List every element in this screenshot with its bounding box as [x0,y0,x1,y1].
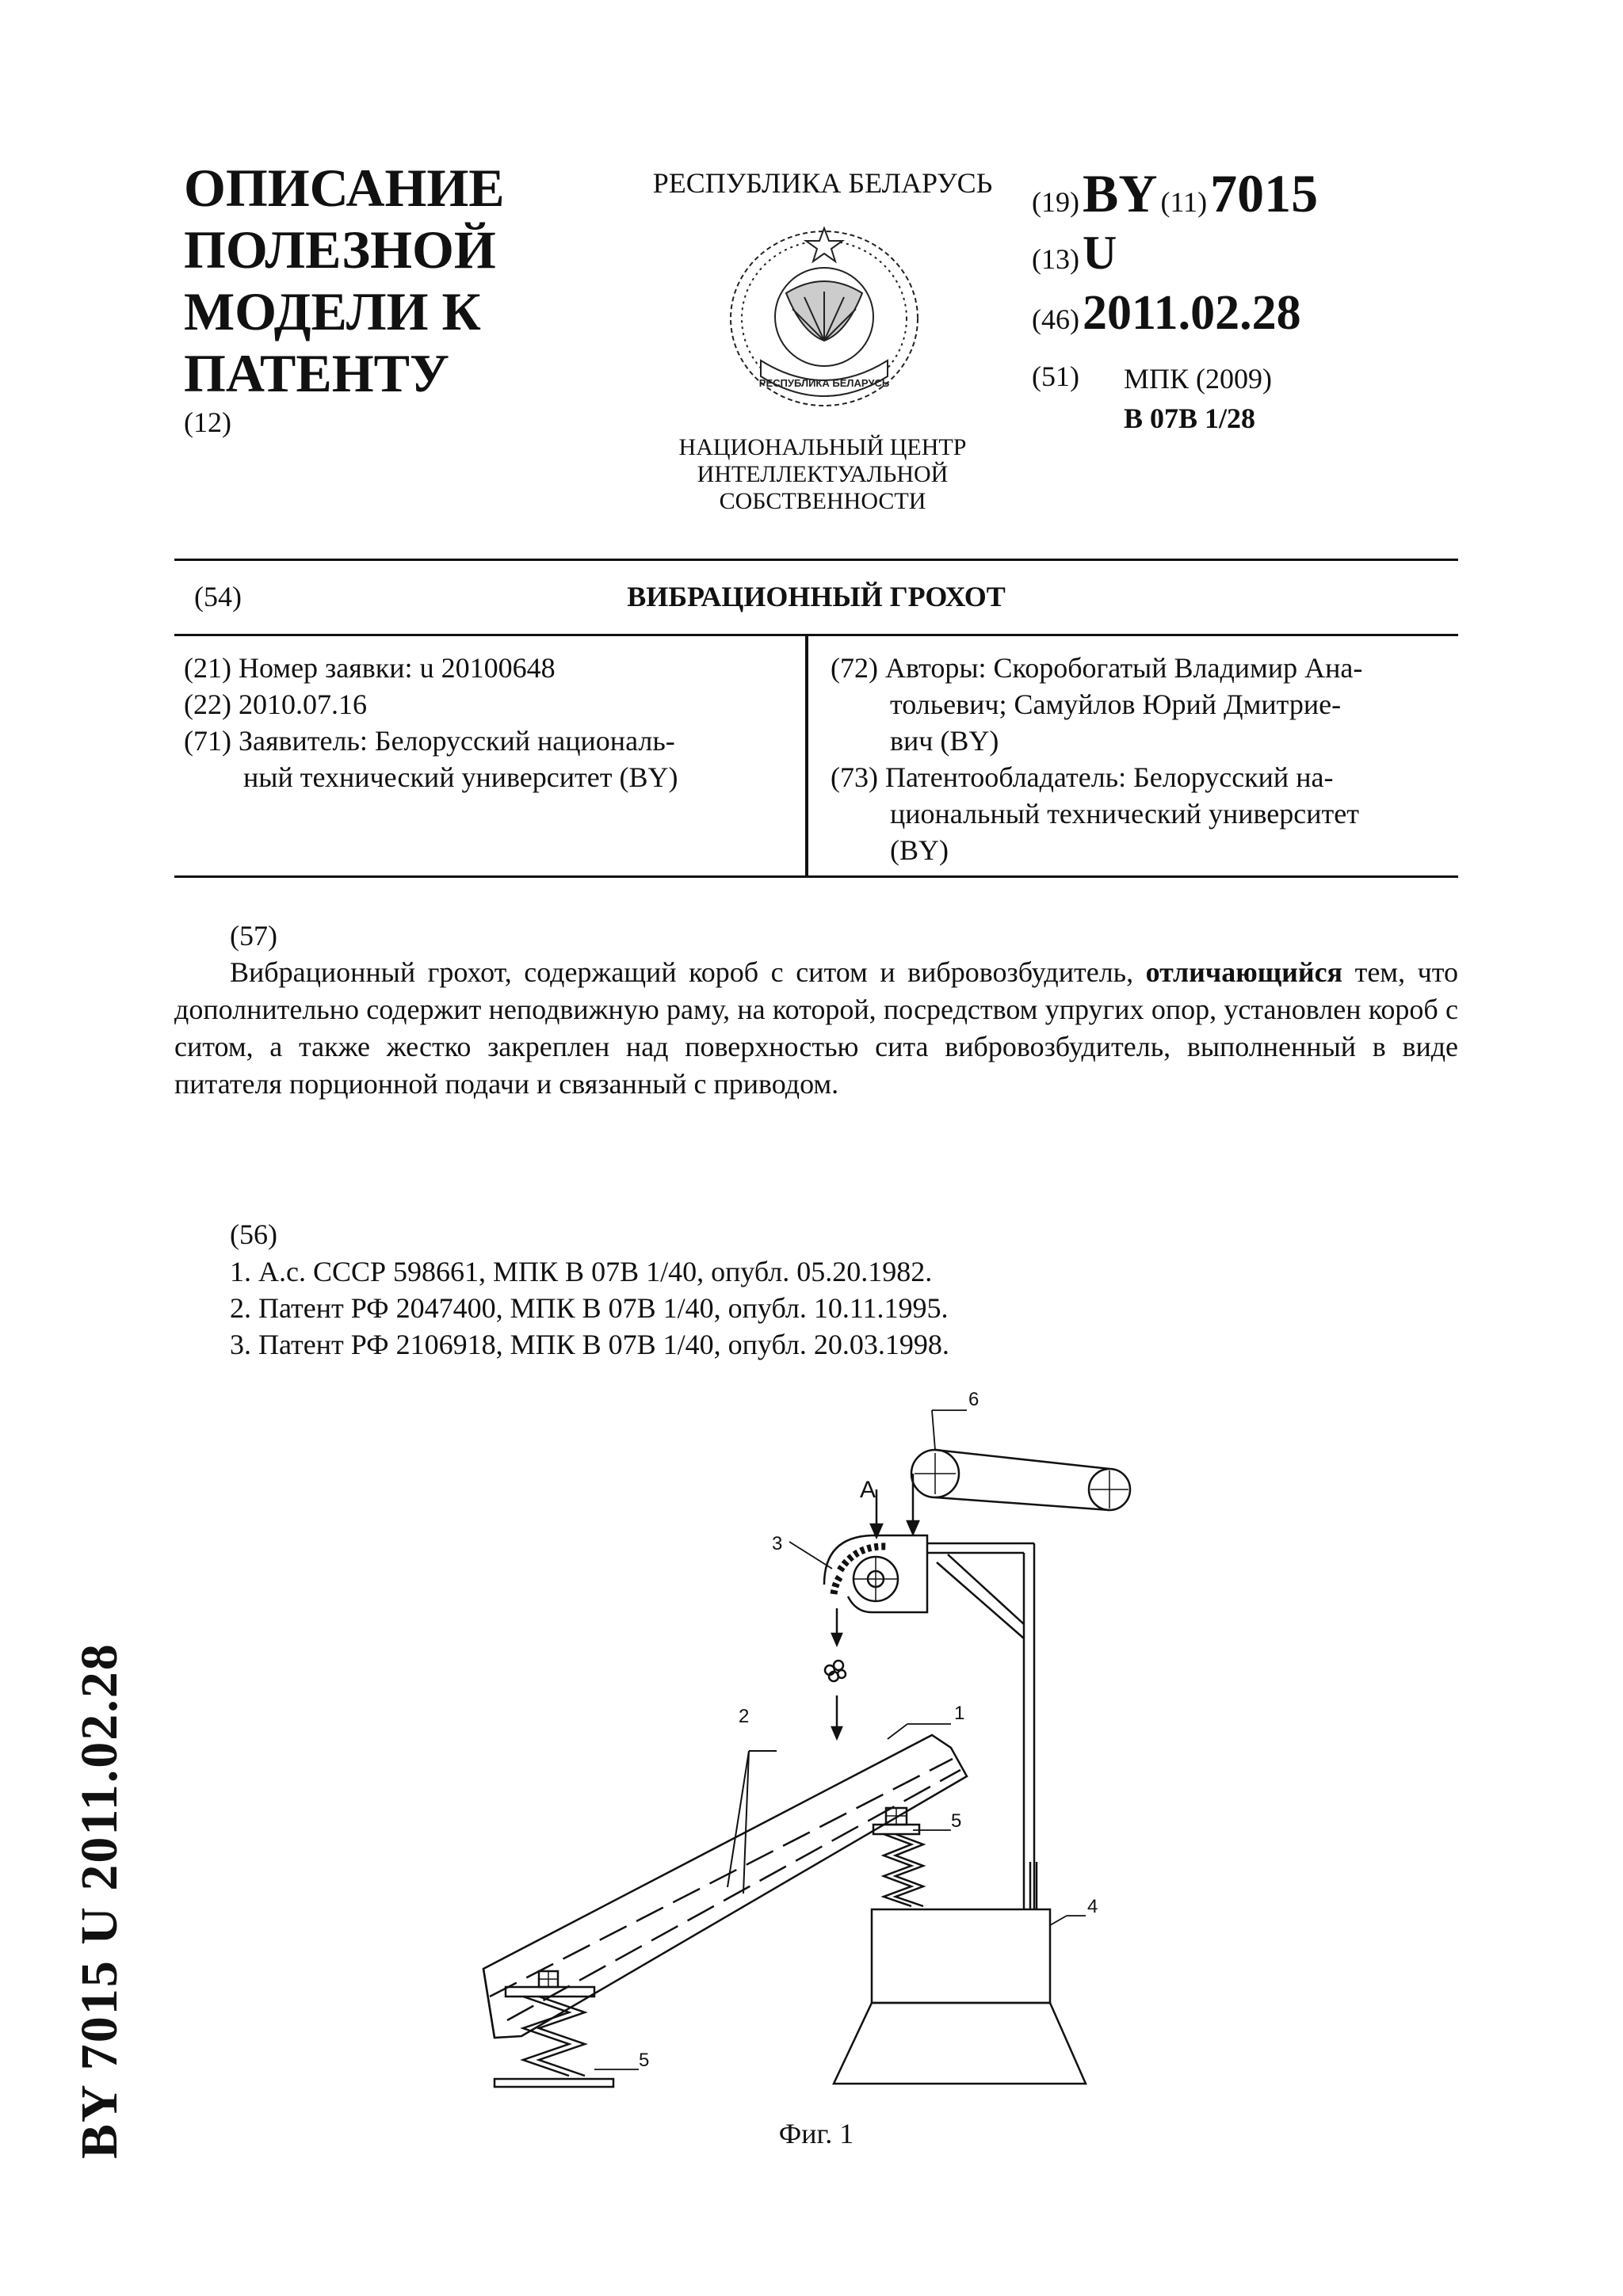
code-51: (51) [1032,360,1079,392]
biblio-line: (22) 2010.07.16 [184,688,367,720]
biblio-line: (BY) [890,834,949,866]
side-stamp-text: BY 7015 U 2011.02.28 [71,1642,128,2159]
field-46 [1032,285,1301,341]
biblio-line: (73) Патентообладатель: Белорусский на- [831,761,1334,793]
abstract-key-term: отличающийся [1145,956,1343,988]
title-line: ПОЛЕЗНОЙ [184,219,496,280]
emblem-icon [713,222,935,416]
patent-number: 7015 [1210,163,1319,223]
belt-conveyor [911,1450,1130,1510]
portion-feeder [824,1535,927,1612]
divider [174,559,1458,561]
code-54: (54) [194,581,242,612]
column-divider [805,634,808,875]
label-1: 1 [954,1703,965,1724]
biblio-right [831,650,1457,868]
abstract [174,954,1458,1103]
country-code: BY [1082,163,1158,223]
code-56: (56) [230,1219,277,1250]
title-line: МОДЕЛИ К [184,281,481,341]
label-5: 5 [639,2050,650,2071]
reference-item: 2. Патент РФ 2047400, МПК B 07B 1/40, опубл. 10.11.1995. [230,1292,949,1324]
biblio-left [184,650,802,795]
biblio-line: тольевич; Самуйлов Юрий Дмитрие- [890,688,1342,720]
label-a: A [860,1477,876,1503]
field-19-11 [1032,162,1318,225]
references [230,1253,1419,1363]
code-11: (11) [1160,186,1208,218]
reference-item: 1. А.с. СССР 598661, МПК B 07B 1/40, опубл. 05.20.1982. [230,1256,933,1287]
support-frame [927,1543,1034,1909]
divider [174,634,1458,636]
ipc-version: МПК (2009) [1124,363,1272,395]
title-line: ПАТЕНТУ [184,343,449,403]
label-4: 4 [1087,1896,1098,1917]
biblio-line: вич (BY) [890,725,999,757]
label-2: 2 [739,1706,750,1727]
base-frame [834,1862,1086,2084]
biblio-line: циональный технический университет [890,798,1359,830]
emblem-label: РЕСПУБЛИКА БЕЛАРУСЬ [758,377,890,389]
publication-date: 2011.02.28 [1082,286,1301,340]
abstract-text: Вибрационный грохот, содержащий короб с ситом и вибровозбудитель, [230,956,1146,988]
code-13: (13) [1032,243,1079,275]
code-57: (57) [230,920,277,952]
state-emblem [713,222,935,416]
screen-box [483,1735,967,2038]
biblio-line: ный технический университет (BY) [243,761,678,793]
figure-caption: Фиг. 1 [778,2118,854,2149]
label-6: 6 [968,1389,980,1410]
center-line: НАЦИОНАЛЬНЫЙ ЦЕНТР [678,434,967,460]
code-19: (19) [1032,186,1079,218]
biblio-line: (72) Авторы: Скоробогатый Владимир Ана- [831,652,1363,684]
elastic-support [873,1808,923,1906]
title-line: ОПИСАНИЕ [184,158,505,218]
label-5: 5 [951,1810,962,1832]
ipc-class: B 07B 1/28 [1124,402,1256,434]
code-46: (46) [1032,303,1079,335]
invention-title: ВИБРАЦИОННЫЙ ГРОХОТ [627,581,1006,612]
republic-name: РЕСПУБЛИКА БЕЛАРУСЬ [652,167,993,199]
biblio-line: (21) Номер заявки: u 20100648 [184,652,556,684]
abstract-text: тем, что дополнительно содержит неподвижную раму, на которой, посредством упругих опор, установлен короб с ситом, а также жестко закреплен над поверхностью сита вибровозбудитель, выполненный в виде питателя порционной подачи и связанный с приводом. [174,956,1459,1100]
field-13 [1032,226,1117,280]
reference-item: 3. Патент РФ 2106918, МПК B 07B 1/40, опубл. 20.03.1998. [230,1329,949,1360]
label-3: 3 [772,1533,783,1554]
center-line: СОБСТВЕННОСТИ [719,488,926,514]
center-line: ИНТЕЛЛЕКТУАЛЬНОЙ [697,461,949,487]
document-title [184,157,540,404]
figure-1 [428,1386,1220,2147]
title-code: (12) [184,406,231,438]
national-center [617,434,1029,515]
doc-kind: U [1082,227,1117,279]
screen-drawing [428,1386,1220,2147]
divider [174,875,1458,878]
biblio-line: (71) Заявитель: Белорусский националь- [184,725,675,757]
